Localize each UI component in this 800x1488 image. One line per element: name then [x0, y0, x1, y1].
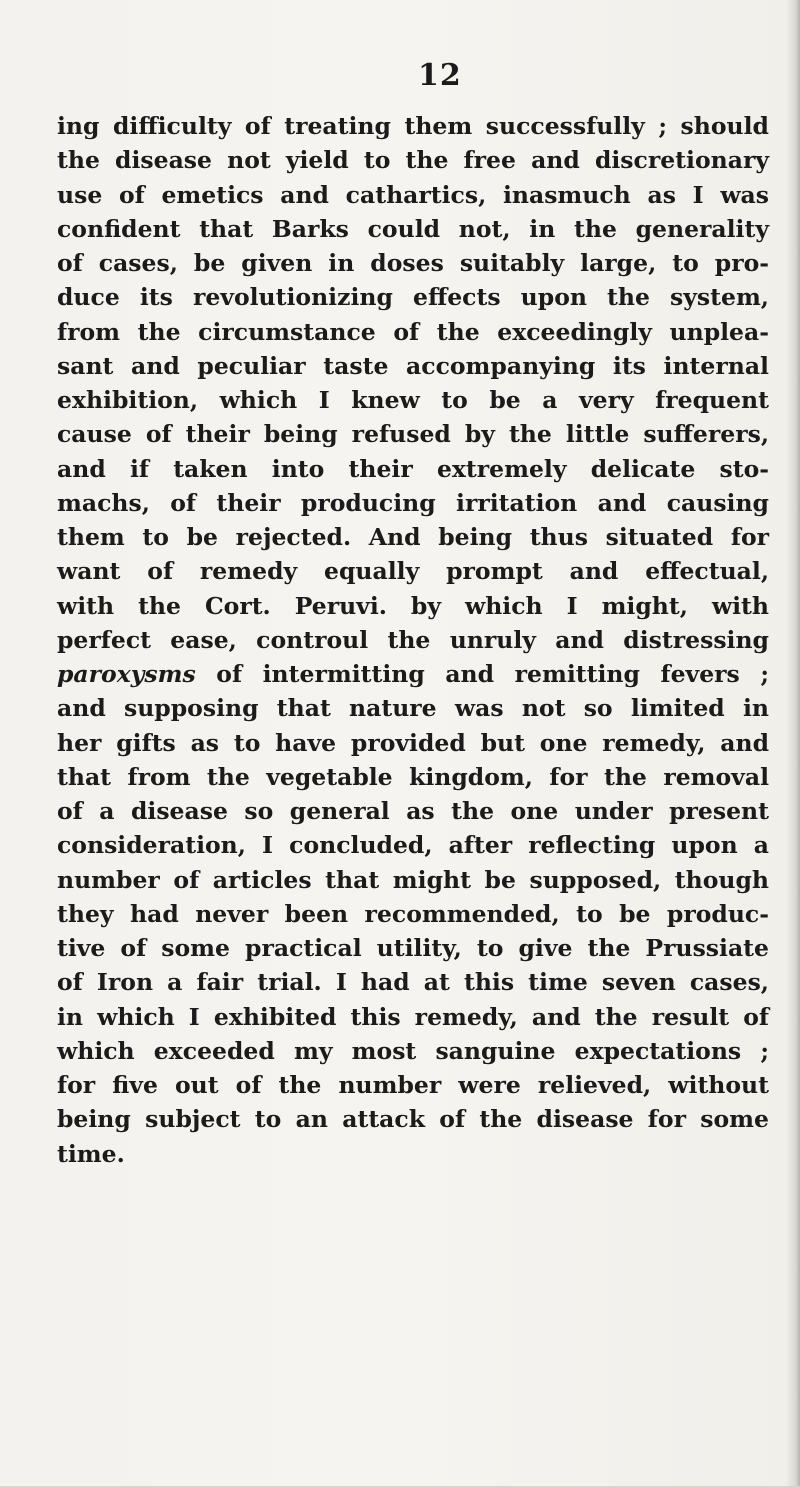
text-line-31: time. [57, 1139, 125, 1168]
text-line-17 [57, 657, 769, 691]
text-line-13: them to be rejected. And being thus situated for [57, 523, 769, 551]
text-line-29: for five out of the number were relieved, without [57, 1071, 769, 1099]
page-number: 12 [418, 58, 462, 93]
text-line-2: the disease not yield to the free and discretionary [57, 146, 769, 175]
text-line-5: of cases, be given in doses suitably large, to pro- [57, 249, 769, 277]
italic-word-paroxysms: paroxysms [57, 660, 196, 688]
text-line-27: in which I exhibited this remedy, and the result of [57, 1002, 769, 1031]
text-line-28: which exceeded my most sanguine expectations ; [57, 1036, 769, 1065]
text-line-17-rest: of intermitting and remitting fevers ; [195, 660, 769, 688]
text-line-7: from the circumstance of the exceedingly unplea- [57, 317, 769, 346]
text-line-11: and if taken into their extremely delicate sto- [57, 454, 769, 483]
text-line-12: machs, of their producing irritation and causing [57, 488, 769, 517]
text-line-23: number of articles that might be supposed, though [57, 865, 769, 894]
page-edge-shadow [786, 0, 800, 1488]
text-line-22: consideration, I concluded, after reflecting upon a [57, 831, 769, 860]
text-line-6: duce its revolutionizing effects upon the system, [57, 283, 769, 312]
text-line-8: sant and peculiar taste accompanying its internal [57, 351, 769, 380]
text-line-3: use of emetics and cathartics, inasmuch as I was [57, 180, 769, 209]
text-line-9: exhibition, which I knew to be a very frequent [57, 386, 769, 414]
text-line-26: of Iron a fair trial. I had at this time seven cases, [57, 968, 769, 997]
body-text [57, 109, 769, 1171]
text-line-10: cause of their being refused by the little sufferers, [57, 420, 769, 449]
text-line-19: her gifts as to have provided but one remedy, and [57, 728, 769, 757]
text-line-30: being subject to an attack of the disease for some [57, 1105, 769, 1134]
text-line-21: of a disease so general as the one under present [57, 797, 769, 825]
text-line-24: they had never been recommended, to be produc- [57, 899, 769, 928]
text-line-4: confident that Barks could not, in the generality [57, 214, 769, 243]
text-line-20: that from the vegetable kingdom, for the removal [57, 762, 769, 791]
text-line-1: ing difficulty of treating them successfully ; should [57, 112, 769, 140]
text-line-14: want of remedy equally prompt and effectual, [57, 557, 769, 586]
text-line-18: and supposing that nature was not so limited in [57, 694, 769, 723]
text-line-15: with the Cort. Peruvi. by which I might, with [57, 591, 769, 620]
text-line-25: tive of some practical utility, to give the Prussiate [57, 934, 769, 962]
text-line-16: perfect ease, controul the unruly and distressing [57, 625, 769, 654]
